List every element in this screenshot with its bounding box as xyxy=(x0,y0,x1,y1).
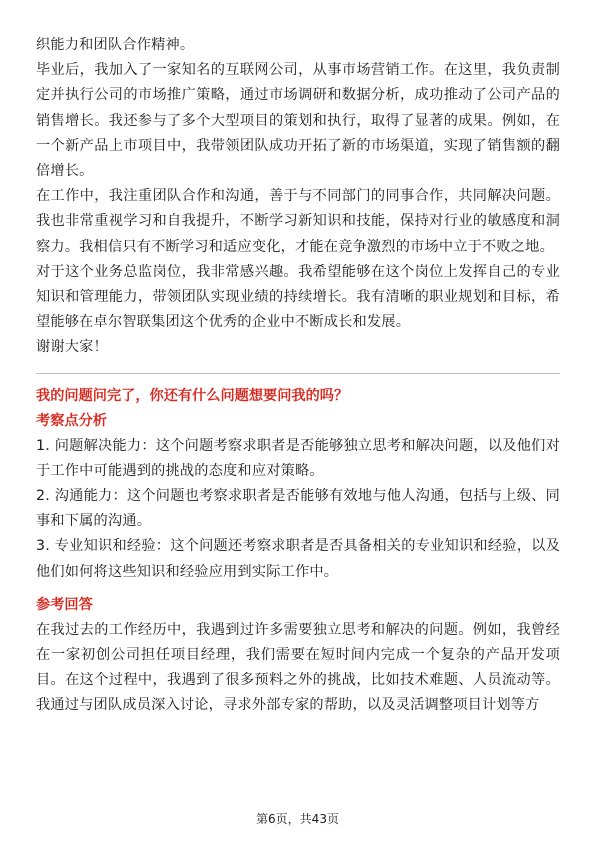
reference-heading: 参考回答 xyxy=(36,596,93,613)
intro-paragraph-5: 谢谢大家！ xyxy=(36,339,108,356)
intro-paragraph-3: 在工作中，我注重团队合作和沟通，善于与不同部门的同事合作，共同解决问题。我也非常重视学习和自我提升，不断学习新知识和技能，保持对行业的敏感度和洞察力。我相信只有不断学习和适应变化，才能在竞争激烈的市场中立于不败之地。 xyxy=(36,188,560,255)
reference-answer: 在我过去的工作经历中，我遇到过许多需要独立思考和解决的问题。例如，我曾经在一家初创公司担任项目经理，我们需要在短时间内完成一个复杂的产品开发项目。在这个过程中，我遇到了很多预料之外的挑战，比如技术难题、人员流动等。我通过与团队成员深入讨论，寻求外部专家的帮助，以及灵活调整项目计划等方 xyxy=(36,621,560,714)
page-content xyxy=(36,33,560,719)
page-number: 第6页，共43页 xyxy=(256,812,339,826)
intro-paragraph-2: 毕业后，我加入了一家知名的互联网公司，从事市场营销工作。在这里，我负责制定并执行公司的市场推广策略，通过市场调研和数据分析，成功推动了公司产品的销售增长。我还参与了多个大型项目的策划和执行，取得了显著的成果。例如，在一个新产品上市项目中，我带领团队成功开拓了新的市场渠道，实现了销售额的翻倍增长。 xyxy=(36,62,560,180)
section-divider xyxy=(36,373,560,374)
intro-paragraph-4: 对于这个业务总监岗位，我非常感兴趣。我希望能够在这个岗位上发挥自己的专业知识和管理能力，带领团队实现业绩的持续增长。我有清晰的职业规划和目标，希望能够在卓尔智联集团这个优秀的企业中不断成长和发展。 xyxy=(36,263,560,331)
analysis-heading: 考察点分析 xyxy=(36,412,107,429)
intro-paragraph-1: 织能力和团队合作精神。 xyxy=(36,37,195,53)
analysis-item-1: 1. 问题解决能力：这个问题考察求职者是否能够独立思考和解决问题，以及他们对于工作中可能遇到的挑战的态度和应对策略。 xyxy=(36,437,560,479)
analysis-item-2: 2. 沟通能力：这个问题也考察求职者是否能够有效地与他人沟通，包括与上级、同事和下属的沟通。 xyxy=(36,488,560,530)
analysis-item-3: 3. 专业知识和经验：这个问题还考察求职者是否具备相关的专业知识和经验，以及他们如何将这些知识和经验应用到实际工作中。 xyxy=(36,538,560,580)
interview-question: 我的问题问完了，你还有什么问题想要问我的吗？ xyxy=(36,387,349,404)
